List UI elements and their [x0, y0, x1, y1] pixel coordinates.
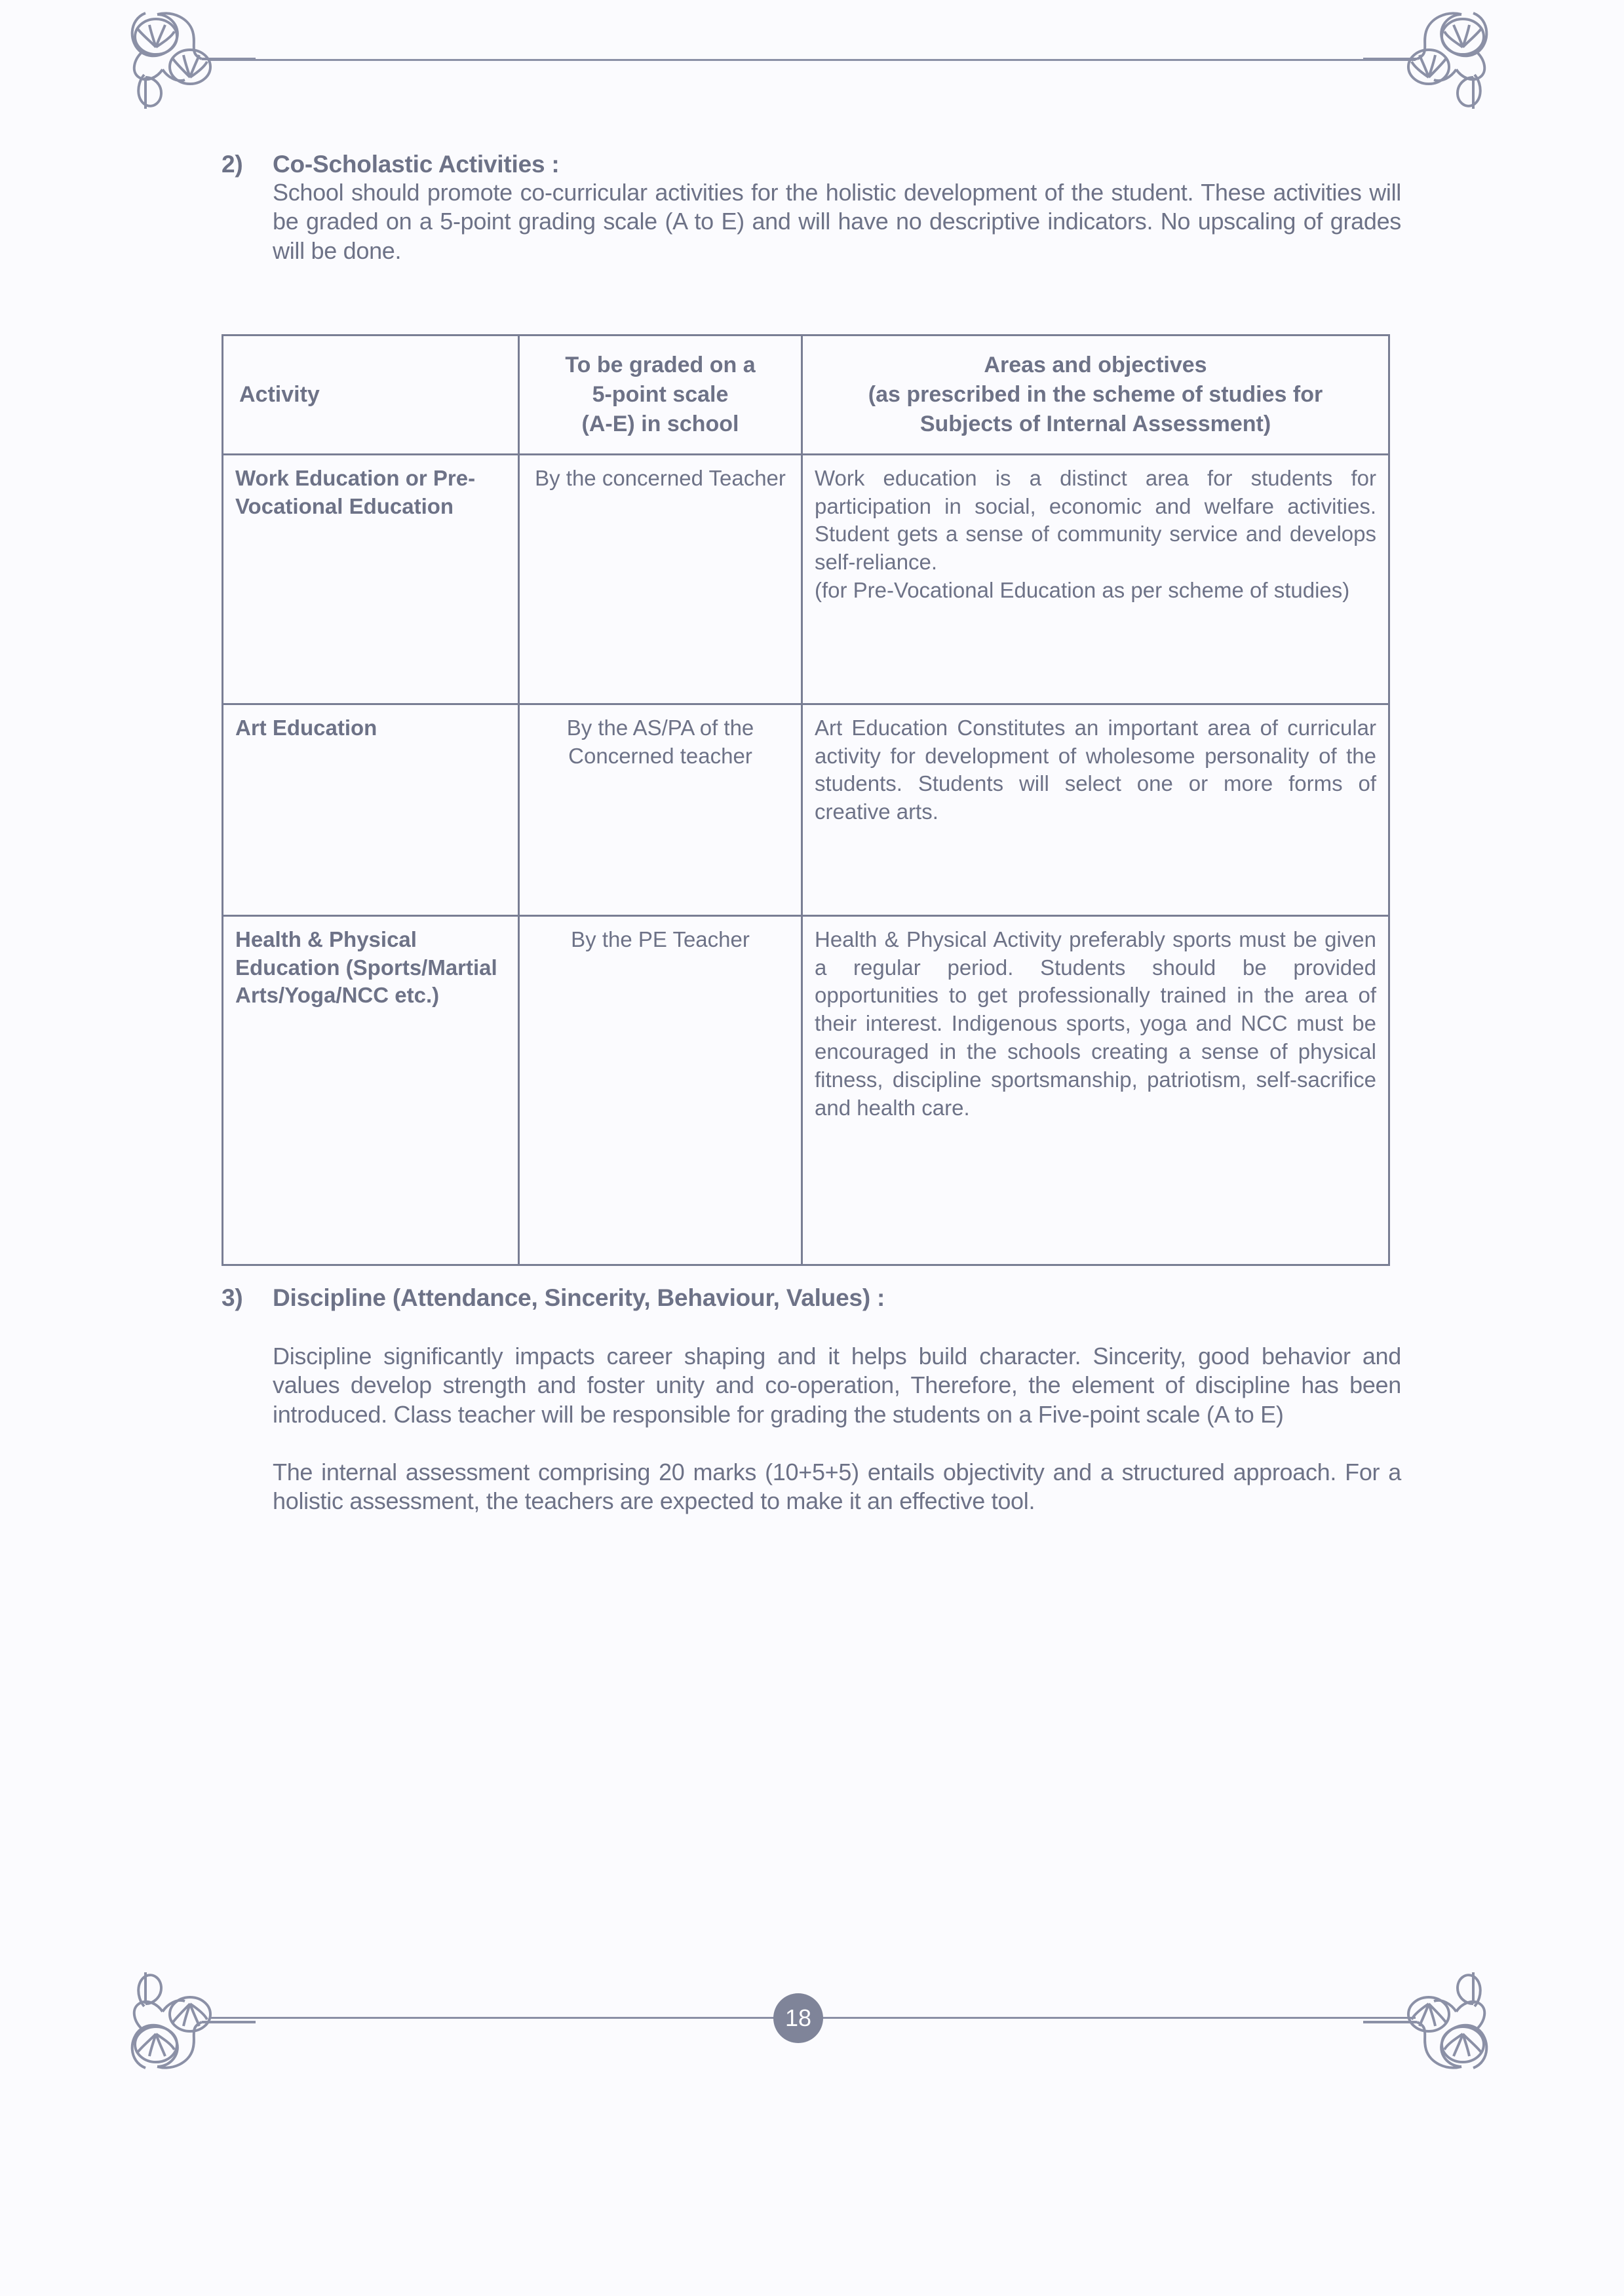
section-discipline — [222, 1284, 1401, 1516]
column-header-areas-objectives — [802, 335, 1389, 455]
page-title: Discipline (Attendance, Sincerity, Behaviour, Values) : — [273, 1284, 885, 1311]
description-extra-text: (for Pre-Vocational Education as per scheme of studies) — [815, 578, 1350, 603]
cell-graded-by: By the concerned Teacher — [519, 454, 802, 704]
cell-activity: Work Education or Pre-Vocational Education — [223, 454, 519, 704]
page-header-ornament-rule — [0, 4, 1624, 115]
list-marker: 2) — [222, 151, 243, 178]
section-body — [273, 1342, 1401, 1516]
cell-graded-by: By the PE Teacher — [519, 915, 802, 1265]
header-line: 5-point scale — [592, 381, 729, 407]
page-title: Co-Scholastic Activities : — [273, 151, 560, 178]
table-row — [223, 915, 1389, 1265]
header-line: Subjects of Internal Assessment) — [919, 411, 1271, 436]
description-text: Work education is a distinct area for students for participation in social, economic and welfare activities. Student gets a sense of community service and develops self-reliance. — [815, 465, 1376, 575]
paragraph: Discipline significantly impacts career shaping and it helps build character. Sincerity, good behavior and values develop strength and foster unity and co-operation, Therefore, the element of discipline has been introduced. Class teacher will be responsible for grading the students on a Five-point scale (A to E) — [273, 1343, 1401, 1428]
floral-ornament-icon — [105, 4, 256, 115]
paragraph: The internal assessment comprising 20 marks (10+5+5) entails objectivity and a structured approach. For a holistic assessment, the teachers are expected to make it an effective tool. — [273, 1458, 1401, 1515]
description-text: Art Education Constitutes an important area of curricular activity for development of wholesome personality of the students. Students will select one or more forms of creative arts. — [815, 715, 1376, 824]
cell-description — [802, 915, 1389, 1265]
cell-description — [802, 704, 1389, 915]
section-body — [273, 178, 1401, 265]
floral-ornament-icon — [1363, 1966, 1514, 2077]
header-line: Areas and objectives — [984, 353, 1207, 377]
column-header-graded-scale — [519, 335, 802, 455]
cell-graded-by: By the AS/PA of the Concerned teacher — [519, 704, 802, 915]
section-heading — [222, 1284, 1401, 1312]
table-row — [223, 704, 1389, 915]
column-header-activity: Activity — [223, 335, 519, 455]
table-row — [223, 454, 1389, 704]
description-text: Health & Physical Activity preferably sports must be given a regular period. Students should be provided opportunities to get professionally trained in the area of their interest. Indigenous sports, yoga and NCC must be encouraged in the schools creating a sense of physical fitness, discipline sportsmanship, patriotism, self-sacrifice and health care. — [815, 927, 1376, 1120]
page-number-badge: 18 — [773, 1993, 823, 2043]
floral-ornament-icon — [105, 1966, 256, 2077]
floral-ornament-icon — [1363, 4, 1514, 115]
paragraph: School should promote co-curricular activities for the holistic development of the student. These activities will be graded on a 5-point grading scale (A to E) and will have no descriptive indicators. No upscaling of grades will be done. — [273, 179, 1401, 264]
co-scholastic-activities-table — [222, 334, 1390, 1266]
header-rule-line — [210, 59, 1416, 61]
header-line: To be graded on a — [565, 353, 756, 377]
list-marker: 3) — [222, 1284, 243, 1311]
header-line: (A-E) in school — [581, 411, 739, 436]
section-heading — [222, 151, 1401, 178]
cell-activity: Art Education — [223, 704, 519, 915]
cell-description — [802, 454, 1389, 704]
table-header-row — [223, 335, 1389, 455]
section-co-scholastic-activities — [222, 151, 1401, 265]
header-line: (as prescribed in the scheme of studies for — [868, 381, 1323, 407]
cell-activity: Health & Physical Education (Sports/Martial Arts/Yoga/NCC etc.) — [223, 915, 519, 1265]
